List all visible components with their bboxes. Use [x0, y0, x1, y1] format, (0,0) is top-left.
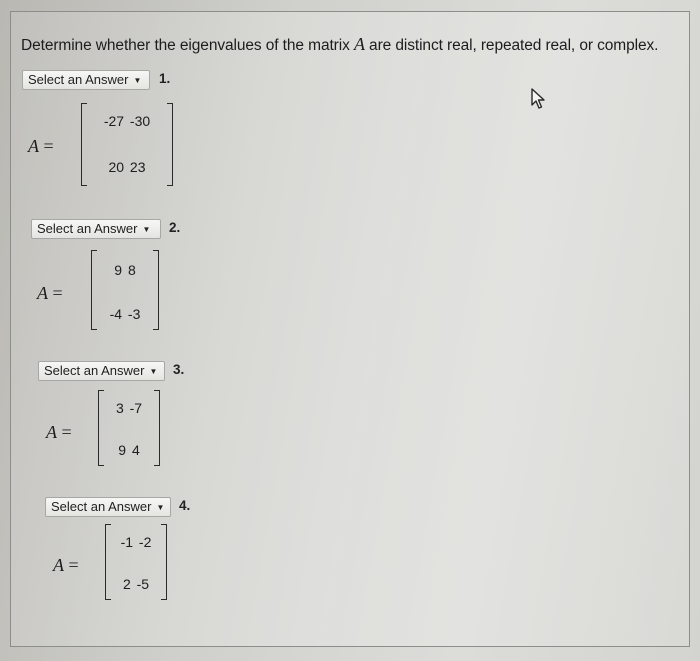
answer-select-label: Select an Answer	[37, 221, 138, 236]
answer-select-2[interactable]	[31, 219, 161, 239]
matrix-row-2: 20 23	[108, 159, 146, 175]
caret-down-icon: ▼	[142, 225, 151, 234]
matrix-2	[91, 250, 159, 330]
question-number: 3.	[173, 362, 185, 377]
answer-select-1[interactable]	[22, 70, 150, 90]
matrix-variable: A	[353, 34, 365, 54]
question-number: 1.	[159, 71, 171, 86]
matrix-row-1: 9 8	[114, 262, 136, 278]
matrix-3	[98, 390, 160, 466]
matrix-row-1: -27 -30	[103, 113, 151, 129]
matrix-1	[81, 103, 173, 186]
instructions-text: Determine whether the eigenvalues of the matrix A are distinct real, repeated real, or complex.	[21, 34, 659, 54]
caret-down-icon: ▼	[156, 503, 165, 512]
answer-select-4[interactable]	[45, 497, 171, 517]
caret-down-icon: ▼	[133, 76, 142, 85]
caret-down-icon: ▼	[149, 367, 158, 376]
matrix-row-2: 9 4	[118, 442, 140, 458]
answer-select-label: Select an Answer	[28, 72, 129, 87]
matrix-row-1: -1 -2	[120, 534, 152, 550]
matrix-row-2: 2 -5	[122, 576, 150, 592]
matrix-row-1: 3 -7	[115, 400, 143, 416]
matrix-row-2: -4 -3	[109, 306, 141, 322]
answer-select-label: Select an Answer	[51, 499, 152, 514]
answer-select-3[interactable]	[38, 361, 165, 381]
matrix-label: A =	[53, 555, 79, 575]
answer-select-label: Select an Answer	[44, 363, 145, 378]
matrix-label: A =	[28, 136, 54, 156]
question-number: 2.	[169, 220, 181, 235]
question-panel	[10, 11, 690, 647]
mouse-pointer-icon	[530, 88, 546, 110]
matrix-4	[105, 524, 167, 600]
matrix-label: A =	[37, 283, 63, 303]
matrix-label: A =	[46, 422, 72, 442]
question-number: 4.	[179, 498, 191, 513]
